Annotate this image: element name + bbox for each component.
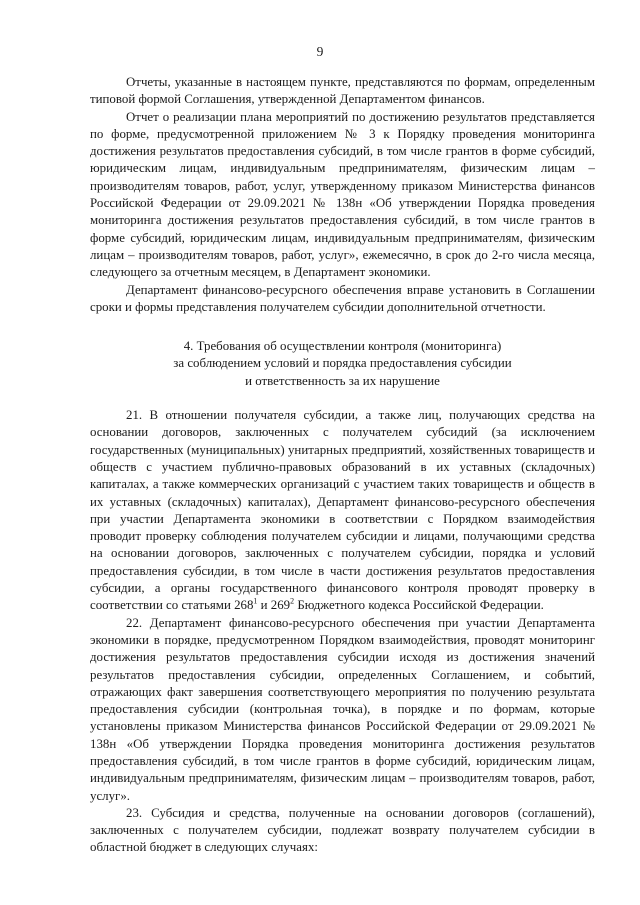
paragraph-21 (90, 407, 595, 615)
paragraph-21-tail: Бюджетного кодекса Российской Федерации. (294, 598, 544, 613)
paragraph-reports-forms: Отчеты, указанные в настоящем пункте, представляются по формам, определенным типовой формой Соглашения, утвержденной Департаментом финансов. (90, 75, 595, 107)
paragraph-21-text: 21. В отношении получателя субсидии, а также лиц, получающих средства на основании договоров, заключенных с получателем субсидий (за исключением государственных (муниципальных) унитарных предприятий, хозяйственных товариществ и обществ с участием публично-правовых образований в их уставных (складочных) капиталах, а также коммерческих организаций с участием таких товариществ и обществ в их уставных (складочных) капиталах), Департамент финансово-ресурсного обеспечения при участии Департамента экономики в соответствии с Порядком взаимодействия проводит проверку соблюдения получателем субсидии и лицами, получающими средства на основании договоров, заключенных с получателем субсидии, порядка и условий предоставления субсидии, в том числе в части достижения результатов предоставления субсидии, а органы государственного финансового контроля проводят проверку в соответствии со статьями 268 (90, 408, 595, 613)
section-heading-line2: за соблюдением условий и порядка предоставления субсидии (173, 356, 512, 371)
paragraph-action-plan-report: Отчет о реализации плана мероприятий по достижению результатов представляется по форме, предусмотренной приложением № 3 к Порядку проведения мониторинга достижения результатов предоставления субсидий, в том числе грантов в форме субсидий, юридическим лицам, индивидуальным предпринимателям, физическим лицам – производителям товаров, работ, услуг, утвержденному приказом Министерства финансов Российской Федерации от 29.09.2021 № 138н «Об утверждении Порядка проведения мониторинга достижения результатов предоставления субсидий, в том числе грантов в форме субсидий, юридическим лицам, индивидуальным предпринимателям, физическим лицам – производителям товаров, работ, услуг», ежемесячно, в срок до 2-го числа месяца, следующего за отчетным месяцем, в Департамент экономики. (90, 109, 595, 280)
page-number: 9 (316, 44, 324, 59)
paragraph-23: 23. Субсидия и средства, полученные на основании договоров (соглашений), заключенных с получателем субсидии, подлежат возврату получателем субсидии в областной бюджет в следующих случаях: (90, 805, 595, 855)
section-heading (90, 338, 595, 390)
document-body (90, 74, 595, 857)
section-heading-line1: 4. Требования об осуществлении контроля (мониторинга) (183, 339, 502, 354)
paragraph-22: 22. Департамент финансово-ресурсного обеспечения при участии Департамента экономики в порядке, предусмотренном Порядком взаимодействия, проводят мониторинг достижения результатов предоставления субсидии исходя из достижения значений результатов предоставления субсидии, определенных Соглашением, и событий, отражающих факт завершения соответствующего мероприятия по получению результата предоставления субсидии (контрольная точка), в порядке и по формам, которые установлены приказом Министерства финансов Российской Федерации от 29.09.2021 № 138н «Об утверждении Порядка проведения мониторинга достижения результатов предоставления субсидий, в том числе грантов в форме субсидий, юридическим лицам, индивидуальным предпринимателям, физическим лицам – производителям товаров, работ, услуг». (90, 615, 595, 803)
paragraph-21-mid: и 269 (257, 598, 291, 613)
paragraph-additional-reporting: Департамент финансово-ресурсного обеспечения вправе установить в Соглашении сроки и формы представления получателем субсидии дополнительной отчетности. (90, 282, 595, 314)
section-heading-line3: и ответственность за их нарушение (245, 373, 440, 388)
article-269-superscript: 2 (290, 597, 295, 607)
article-268-superscript: 1 (253, 597, 258, 607)
